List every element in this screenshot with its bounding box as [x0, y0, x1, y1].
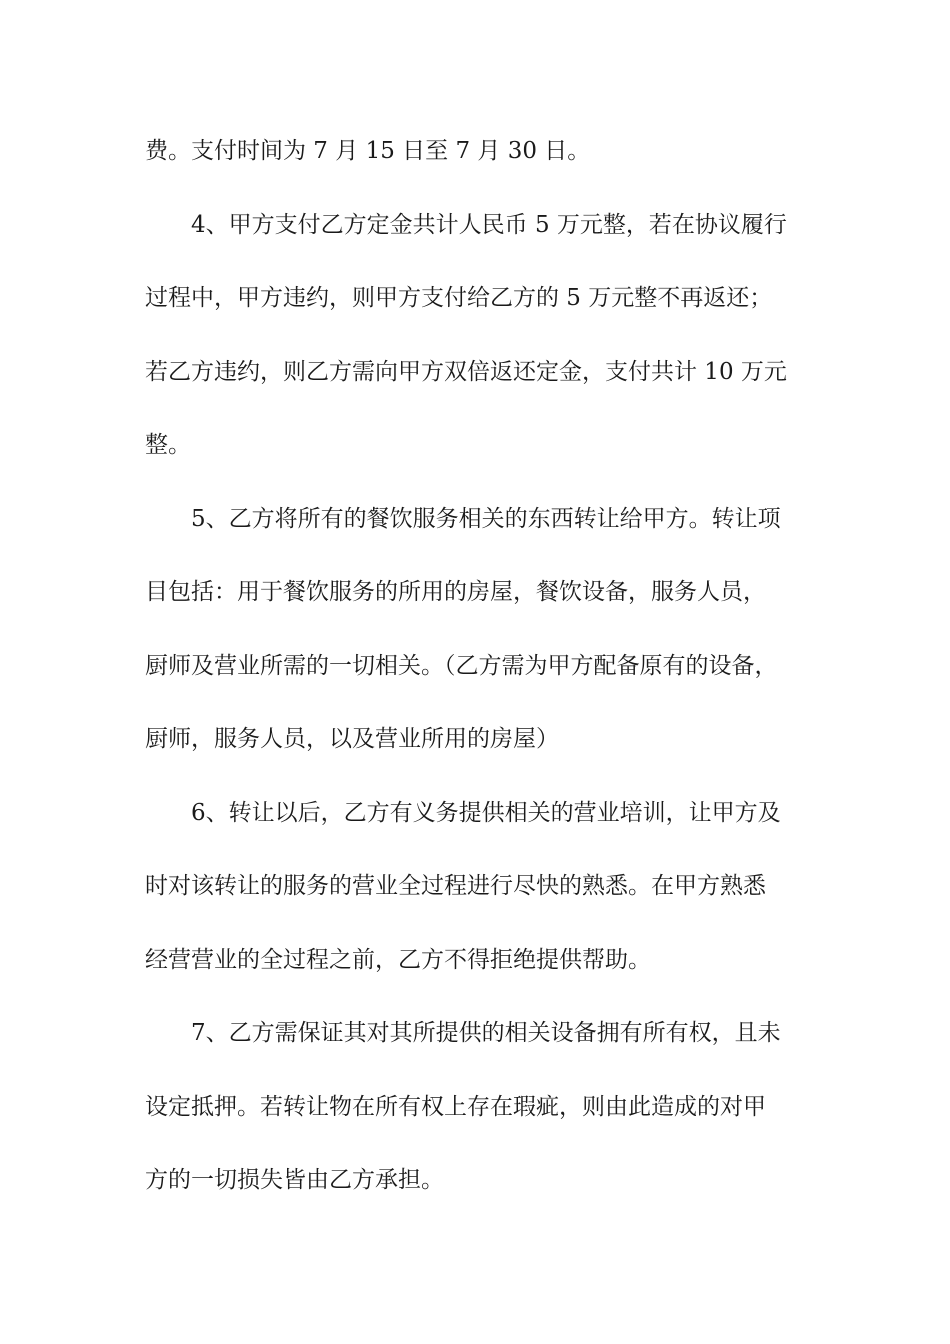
text-line: 整。: [145, 432, 191, 458]
text-line: 目包括：用于餐饮服务的所用的房屋，餐饮设备，服务人员，: [145, 579, 766, 605]
text-line: 厨师及营业所需的一切相关。（乙方需为甲方配备原有的设备，: [145, 652, 778, 679]
clause-7-line: 7、乙方需保证其对其所提供的相关设备拥有所有权，且未: [191, 1020, 781, 1046]
text-line: 方的一切损失皆由乙方承担。: [145, 1167, 444, 1193]
text-line: 费。支付时间为 7 月 15 日至 7 月 30 日。: [145, 138, 591, 164]
text-line: 过程中，甲方违约，则甲方支付给乙方的 5 万元整不再返还；: [145, 285, 773, 311]
text-line: 厨师，服务人员，以及营业所用的房屋）: [145, 726, 559, 752]
clause-5-line: 5、乙方将所有的餐饮服务相关的东西转让给甲方。转让项: [191, 505, 781, 532]
text-line: 时对该转让的服务的营业全过程进行尽快的熟悉。在甲方熟悉: [145, 873, 766, 899]
text-line: 经营营业的全过程之前，乙方不得拒绝提供帮助。: [145, 946, 651, 973]
text-line: 设定抵押。若转让物在所有权上存在瑕疵，则由此造成的对甲: [145, 1093, 766, 1120]
clause-6-line: 6、转让以后，乙方有义务提供相关的营业培训，让甲方及: [191, 799, 781, 826]
document-body: [145, 128, 835, 1231]
clause-4-line: 4、甲方支付乙方定金共计人民币 5 万元整，若在协议履行: [191, 211, 787, 238]
text-line: 若乙方违约，则乙方需向甲方双倍返还定金，支付共计 10 万元: [145, 358, 787, 385]
